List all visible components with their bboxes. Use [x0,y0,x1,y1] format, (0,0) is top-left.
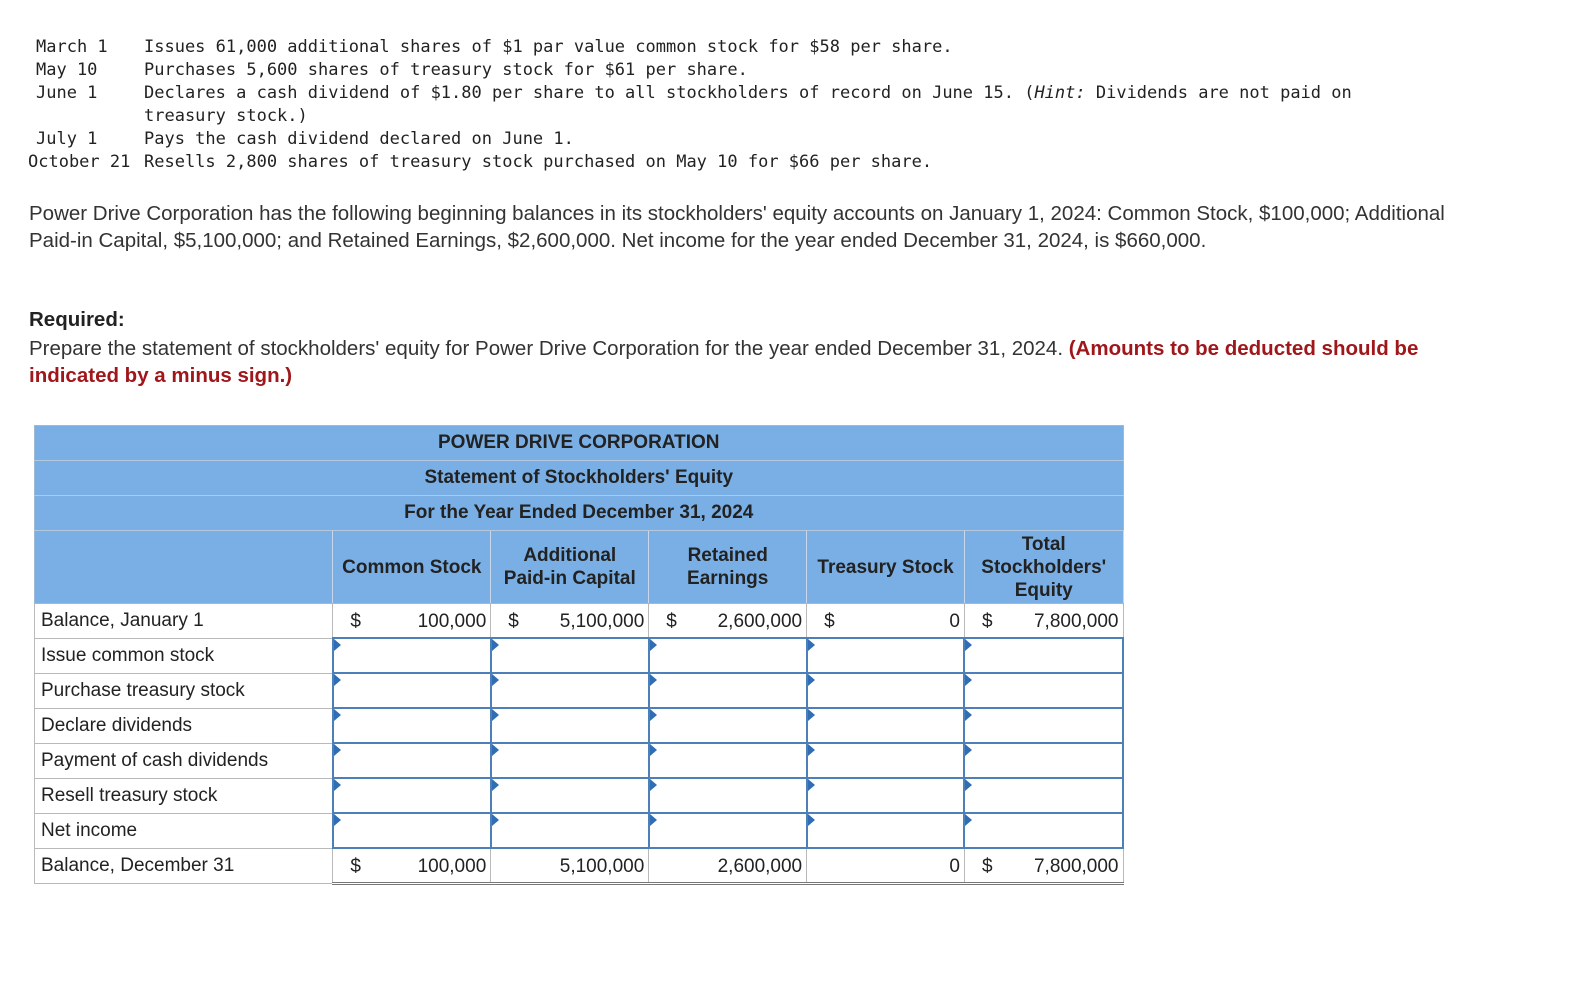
total-header-line: Stockholders' [981,556,1107,578]
total-equity-input-cell [964,743,1123,778]
retained-earnings-header [649,531,807,604]
apic-input[interactable] [492,639,648,672]
total-equity-input[interactable] [965,779,1122,812]
amount: 100,000 [417,856,487,877]
transaction-description: Pays the cash dividend declared on June 1. [144,129,574,149]
common-stock-input[interactable] [334,709,490,742]
total-equity-input-cell [964,778,1123,813]
row-label: Purchase treasury stock [35,673,333,708]
amount: 100,000 [417,611,487,632]
opening-balance-row [35,604,1124,639]
total-header-line: Equity [1014,579,1073,601]
apic-input[interactable] [492,779,648,812]
amount: 5,100,000 [559,611,645,632]
total-equity-input-cell [964,638,1123,673]
apic-input[interactable] [492,709,648,742]
hint-label: Hint: [1034,83,1086,103]
statement-title-row [35,426,1124,461]
total-equity-input[interactable] [965,744,1122,777]
re-header-line: Earnings [687,568,769,589]
total-equity-input[interactable] [965,709,1122,742]
closing-treasury-stock [807,848,965,884]
payment-cash-dividends-row [35,743,1124,778]
transaction-row [28,151,1434,174]
retained-earnings-input[interactable] [650,744,806,777]
row-label: Issue common stock [35,638,333,673]
column-header-row [35,531,1124,604]
retained-earnings-input-cell [649,673,807,708]
common-stock-input-cell [333,708,491,743]
blank-header [35,531,333,604]
opening-treasury-stock [807,604,965,639]
dollar-sign: $ [824,611,835,632]
stockholders-equity-statement [34,425,1124,885]
beginning-balances-paragraph: Power Drive Corporation has the following beginning balances in its stockholders' equity accounts on January 1, 2024: Common Stock, $100,000; Additional Paid-in Capital, $5,100,000; and Retained Earnings, $2,600,000. Net income for the year ended December 31, 2024, is $660,000. [29,202,1445,252]
dollar-sign: $ [350,611,361,632]
treasury-stock-input[interactable] [808,744,964,777]
net-income-row [35,813,1124,848]
amount: 2,600,000 [717,611,803,632]
opening-apic [491,604,649,639]
amount: 7,800,000 [1033,856,1119,877]
apic-header-line: Paid-in Capital [503,568,636,589]
common-stock-input[interactable] [334,674,490,707]
amount: 7,800,000 [1033,611,1119,632]
retained-earnings-input[interactable] [650,674,806,707]
opening-total-equity [964,604,1123,639]
transaction-description: Resells 2,800 shares of treasury stock purchased on May 10 for $66 per share. [144,152,933,172]
treasury-stock-input[interactable] [808,779,964,812]
dollar-sign: $ [350,856,361,877]
treasury-stock-input[interactable] [808,674,964,707]
row-label: Balance, December 31 [35,848,333,884]
apic-input-cell [491,813,649,848]
amount: 5,100,000 [559,856,645,877]
common-stock-input-cell [333,673,491,708]
required-instructions [29,335,1449,389]
retained-earnings-input-cell [649,778,807,813]
transaction-row [28,59,1434,82]
minus-sign-note: (Amounts to be deducted should be indicated by a minus sign.) [29,337,1419,387]
treasury-stock-input-cell [807,778,965,813]
treasury-stock-header: Treasury Stock [807,531,965,604]
amount: 2,600,000 [717,856,803,877]
transaction-description-part: Dividends are not paid on treasury stock.) [144,83,1362,126]
statement-period: For the Year Ended December 31, 2024 [35,496,1124,531]
retained-earnings-input-cell [649,813,807,848]
treasury-stock-input[interactable] [808,814,964,847]
retained-earnings-input[interactable] [650,709,806,742]
declare-dividends-row [35,708,1124,743]
apic-input-cell [491,743,649,778]
closing-apic [491,848,649,884]
common-stock-header: Common Stock [333,531,491,604]
row-label: Net income [35,813,333,848]
treasury-stock-input-cell [807,708,965,743]
apic-input[interactable] [492,814,648,847]
retained-earnings-input[interactable] [650,779,806,812]
transaction-date: May 10 [36,60,98,80]
amount: 0 [949,856,960,877]
apic-header [491,531,649,604]
statement-title-row [35,496,1124,531]
dollar-sign: $ [666,611,677,632]
opening-retained-earnings [649,604,807,639]
issue-common-stock-row [35,638,1124,673]
total-equity-input[interactable] [965,814,1122,847]
common-stock-input-cell [333,813,491,848]
apic-header-line: Additional [523,545,617,566]
treasury-stock-input[interactable] [808,639,964,672]
treasury-stock-input-cell [807,638,965,673]
treasury-stock-input-cell [807,743,965,778]
treasury-stock-input-cell [807,673,965,708]
treasury-stock-input[interactable] [808,709,964,742]
transaction-row [28,36,1434,59]
opening-common-stock [333,604,491,639]
purchase-treasury-stock-row [35,673,1124,708]
apic-input[interactable] [492,744,648,777]
total-equity-input[interactable] [965,639,1122,672]
closing-total-equity [964,848,1123,884]
total-equity-input-cell [964,708,1123,743]
common-stock-input-cell [333,743,491,778]
common-stock-input[interactable] [334,779,490,812]
dollar-sign: $ [981,611,993,632]
closing-balance-row [35,848,1124,884]
transaction-description-part: Declares a cash dividend of $1.80 per share to all stockholders of record on June 15. ( [144,83,1035,103]
total-equity-input-cell [964,673,1123,708]
apic-input-cell [491,708,649,743]
re-header-line: Retained [687,545,768,566]
common-stock-input[interactable] [334,639,490,672]
common-stock-input-cell [333,638,491,673]
common-stock-input-cell [333,778,491,813]
common-stock-input[interactable] [334,744,490,777]
retained-earnings-input[interactable] [650,639,806,672]
common-stock-input[interactable] [334,814,490,847]
closing-common-stock [333,848,491,884]
transaction-date: March 1 [36,37,108,57]
transaction-row [28,128,1434,151]
total-equity-input-cell [964,813,1123,848]
required-heading: Required: [29,308,125,331]
closing-retained-earnings [649,848,807,884]
dollar-sign: $ [981,856,993,877]
row-label: Resell treasury stock [35,778,333,813]
statement-title-row [35,461,1124,496]
retained-earnings-input-cell [649,743,807,778]
total-equity-input[interactable] [965,674,1122,707]
apic-input-cell [491,638,649,673]
transactions-list [28,36,1434,174]
transaction-description: Issues 61,000 additional shares of $1 par value common stock for $58 per share. [144,37,953,57]
treasury-stock-input-cell [807,813,965,848]
required-text: Prepare the statement of stockholders' equity for Power Drive Corporation for the year ended December 31, 2024. [29,337,1069,360]
transaction-description [144,82,1434,128]
transaction-date: July 1 [36,129,98,149]
retained-earnings-input[interactable] [650,814,806,847]
row-label: Declare dividends [35,708,333,743]
apic-input-cell [491,778,649,813]
total-equity-header [964,531,1123,604]
apic-input-cell [491,673,649,708]
total-header-line: Total [1021,533,1066,555]
transaction-description: Purchases 5,600 shares of treasury stock for $61 per share. [144,60,748,80]
apic-input[interactable] [492,674,648,707]
row-label: Payment of cash dividends [35,743,333,778]
retained-earnings-input-cell [649,638,807,673]
statement-title: Statement of Stockholders' Equity [35,461,1124,496]
resell-treasury-stock-row [35,778,1124,813]
company-name: POWER DRIVE CORPORATION [35,426,1124,461]
retained-earnings-input-cell [649,708,807,743]
transaction-date: October 21 [28,152,131,172]
dollar-sign: $ [508,611,519,632]
transaction-row [28,82,1434,128]
row-label: Balance, January 1 [35,604,333,639]
transaction-date: June 1 [36,83,98,103]
amount: 0 [949,611,960,632]
